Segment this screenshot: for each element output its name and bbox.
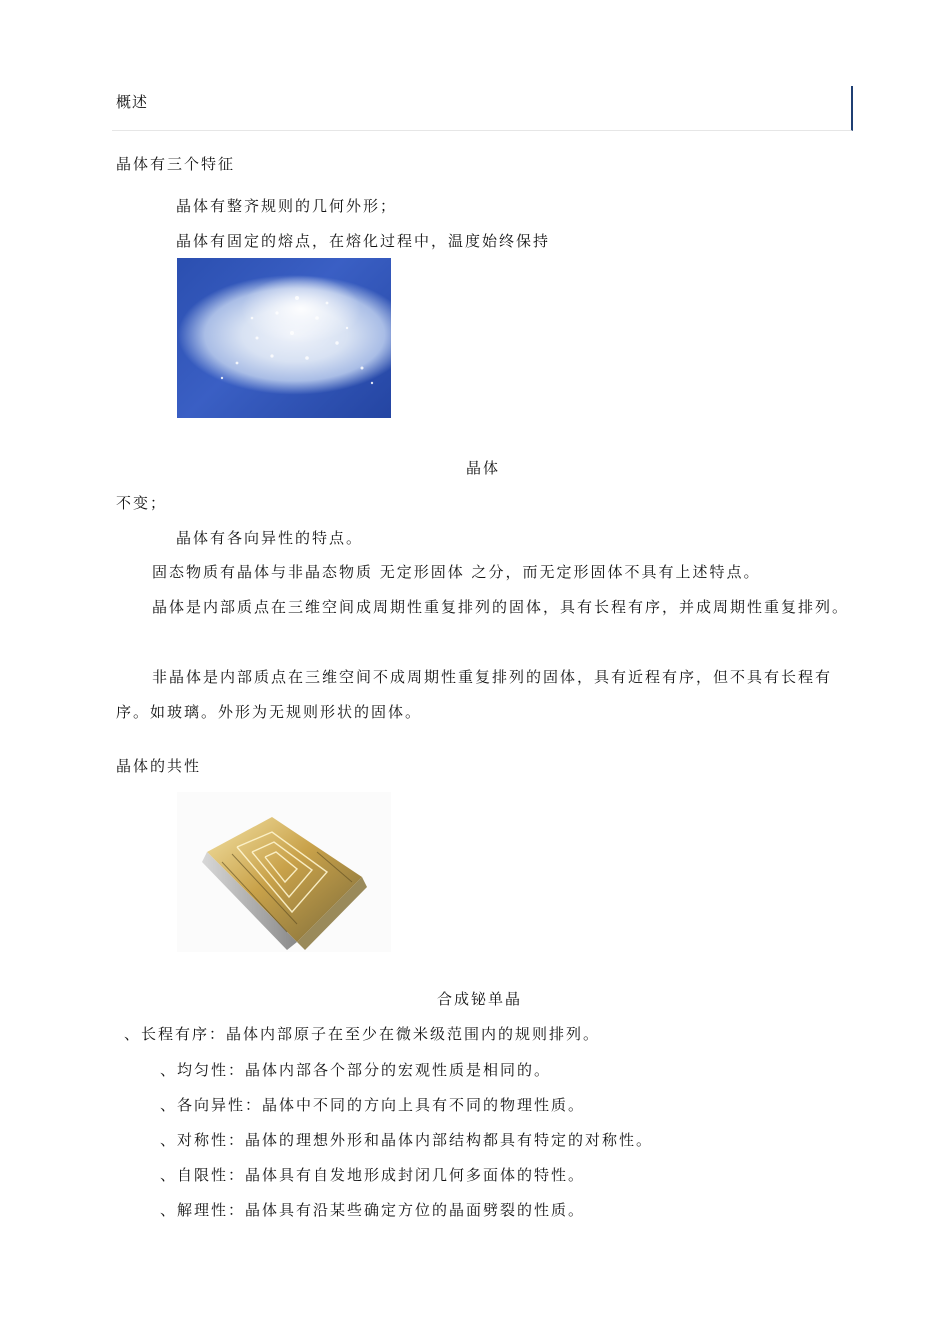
feature-item-2: 晶体有固定的熔点，在熔化过程中，温度始终保持	[176, 232, 551, 250]
bismuth-crystal-illustration	[177, 792, 391, 952]
salt-crystal-image	[177, 258, 391, 418]
section-heading-commonality: 晶体的共性	[116, 757, 202, 775]
salt-crystal-illustration	[177, 258, 391, 418]
list-item: 、各向异性：晶体中不同的方向上具有不同的物理性质。	[160, 1096, 586, 1114]
continuation-text: 不变；	[116, 494, 168, 512]
feature-item-1: 晶体有整齐规则的几何外形；	[176, 197, 398, 215]
paragraph-amorphous-definition: 非晶体是内部质点在三维空间不成周期性重复排列的固体，具有近程有序，但不具有长程有序。如玻璃。外形为无规则形状的固体。	[116, 668, 833, 721]
list-item: 、对称性：晶体的理想外形和晶体内部结构都具有特定的对称性。	[160, 1131, 654, 1149]
paragraph-crystal-definition: 晶体是内部质点在三维空间成周期性重复排列的固体，具有长程有序，并成周期性重复排列。	[152, 598, 850, 616]
section-header	[112, 86, 853, 131]
list-item: 、均匀性：晶体内部各个部分的宏观性质是相同的。	[160, 1061, 552, 1079]
list-item: 、长程有序：晶体内部原子在至少在微米级范围内的规则排列。	[124, 1025, 601, 1043]
section-heading-features: 晶体有三个特征	[116, 155, 236, 173]
list-item: 、解理性：晶体具有沿某些确定方位的晶面劈裂的性质。	[160, 1201, 586, 1219]
bismuth-crystal-image	[177, 792, 391, 952]
header-title: 概述	[116, 93, 149, 111]
figure-caption-crystal: 晶体	[466, 459, 501, 477]
list-item: 、自限性：晶体具有自发地形成封闭几何多面体的特性。	[160, 1166, 586, 1184]
figure-caption-bismuth: 合成铋单晶	[437, 990, 523, 1008]
feature-item-3: 晶体有各向异性的特点。	[176, 529, 364, 547]
paragraph-amorphous-intro: 固态物质有晶体与非晶态物质 无定形固体 之分，而无定形固体不具有上述特点。	[152, 563, 761, 581]
